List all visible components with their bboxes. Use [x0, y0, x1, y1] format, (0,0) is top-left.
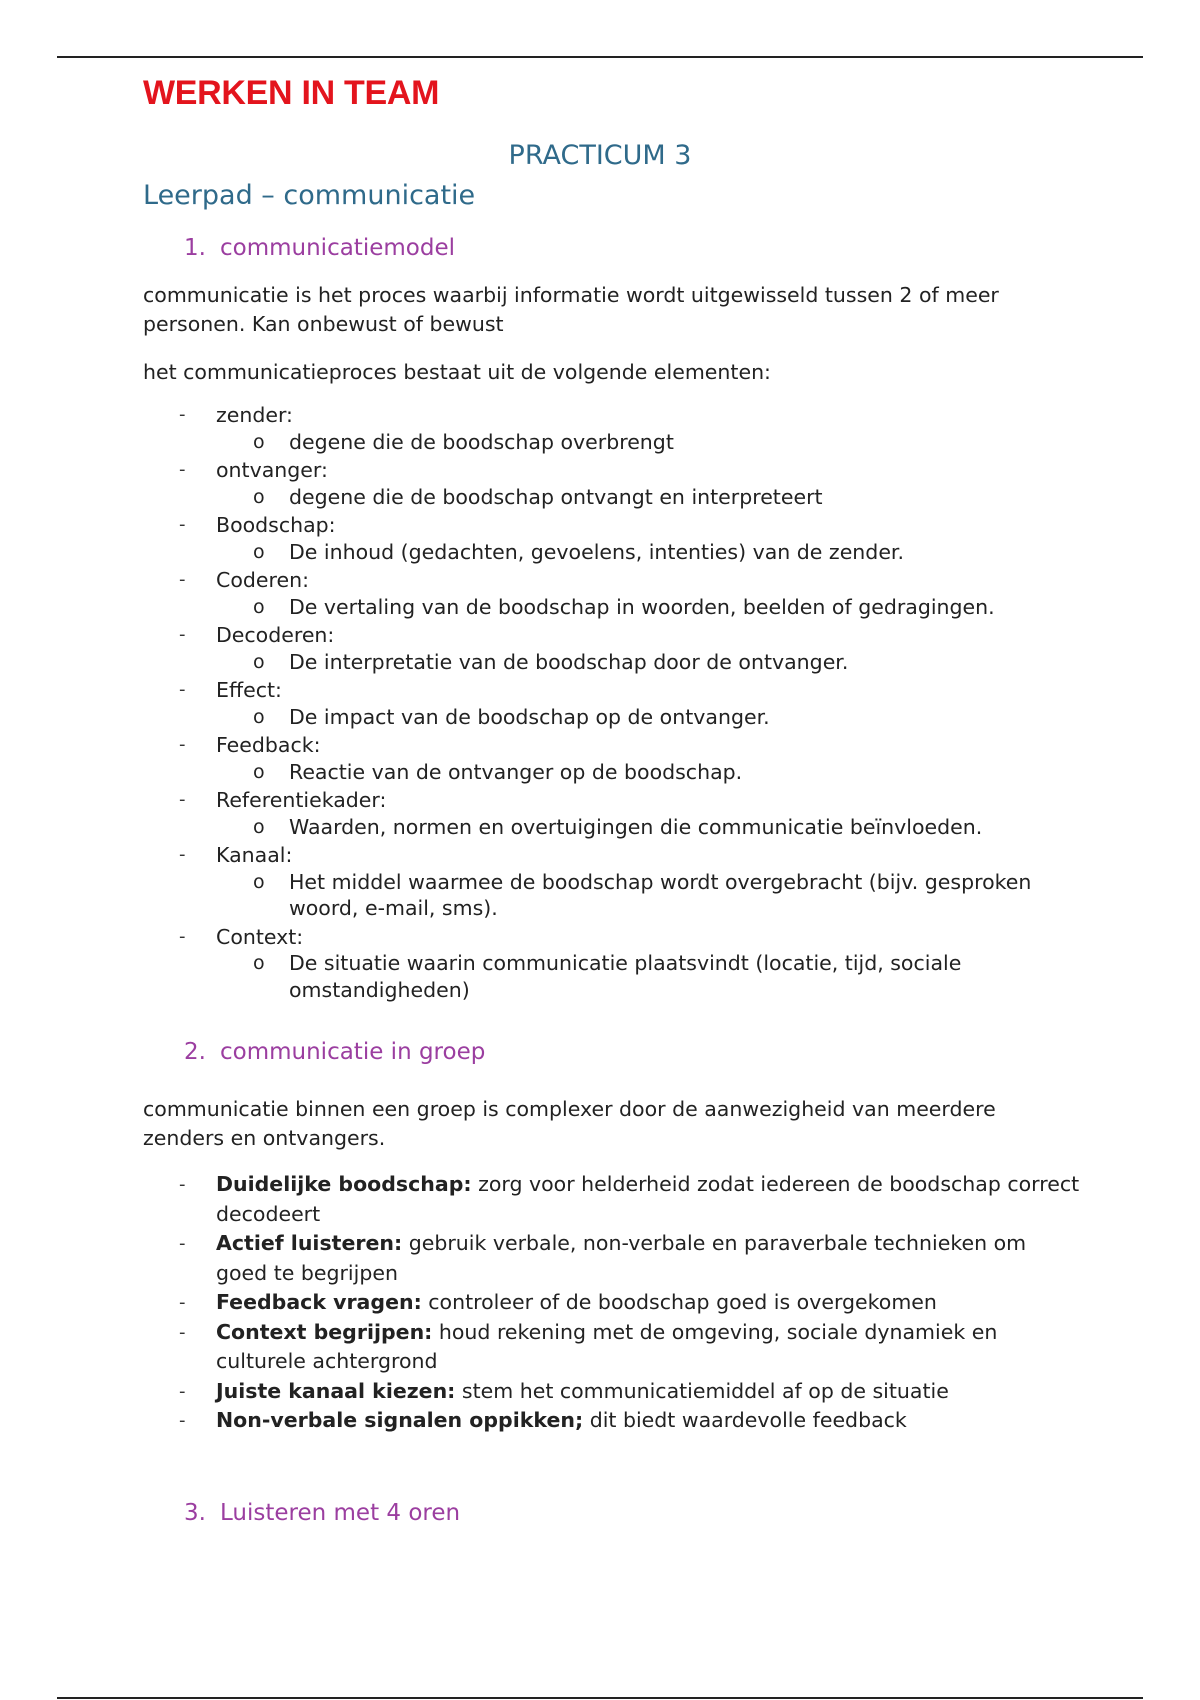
- element-description: [143, 814, 1083, 841]
- document-subtitle: PRACTICUM 3: [508, 140, 692, 171]
- dash-bullet: -: [179, 789, 186, 810]
- section-number: 2.: [184, 1039, 206, 1065]
- element-term: ontvanger:: [216, 458, 328, 482]
- element-term: Coderen:: [216, 568, 309, 592]
- circle-bullet: o: [253, 485, 265, 508]
- tip-term: Juiste kanaal kiezen:: [216, 1378, 456, 1403]
- list-item: [143, 457, 1083, 510]
- element-description-text: Het middel waarmee de boodschap wordt overgebracht (bijv. gesproken woord, e-mail, sms).: [289, 869, 1032, 920]
- element-description: [143, 869, 1083, 922]
- document-title: WERKEN IN TEAM: [143, 74, 440, 112]
- element-description-text: De impact van de boodschap op de ontvanger.: [289, 704, 770, 729]
- dash-bullet: -: [179, 1321, 186, 1343]
- dash-bullet: -: [179, 925, 186, 947]
- element-term: Effect:: [216, 678, 282, 702]
- tip-text: [216, 1377, 1083, 1407]
- element-description: [143, 759, 1083, 786]
- footer-rule: [57, 1697, 1143, 1699]
- list-item: [143, 622, 1083, 675]
- list-item: [143, 1288, 1083, 1318]
- element-description: [143, 704, 1083, 731]
- section-heading-communicatie-in-groep: [184, 1039, 485, 1065]
- section-number: 3.: [184, 1500, 206, 1526]
- circle-bullet: o: [253, 870, 265, 893]
- tip-term: Actief luisteren:: [216, 1231, 403, 1255]
- tip-text: [216, 1170, 1083, 1229]
- circle-bullet: o: [253, 705, 265, 728]
- tip-text: [216, 1318, 1083, 1377]
- element-term: Decoderen:: [216, 623, 335, 647]
- circle-bullet: o: [253, 540, 265, 563]
- section-number: 1.: [184, 235, 206, 261]
- dash-bullet: -: [179, 679, 186, 700]
- list-item: [143, 1406, 1083, 1436]
- list-item: [143, 567, 1083, 620]
- dash-bullet: -: [179, 569, 186, 590]
- section2-intro: communicatie binnen een groep is complexer door de aanwezigheid van meerdere zenders en ontvangers.: [143, 1097, 996, 1150]
- element-description: [143, 594, 1083, 621]
- tip-term: Duidelijke boodschap:: [216, 1172, 472, 1196]
- list-item: [143, 677, 1083, 730]
- list-item: [143, 1377, 1083, 1407]
- dash-bullet: -: [179, 1174, 186, 1195]
- list-item: [143, 1170, 1083, 1229]
- element-description-text: Waarden, normen en overtuigingen die communicatie beïnvloeden.: [289, 814, 983, 839]
- group-communication-list: [143, 1170, 1083, 1436]
- list-item: [143, 1318, 1083, 1377]
- tip-description: stem het communicatiemiddel af op de situatie: [455, 1378, 949, 1403]
- section-title: communicatie in groep: [220, 1039, 486, 1065]
- dash-bullet: -: [179, 459, 186, 480]
- tip-text: [216, 1406, 1083, 1436]
- dash-bullet: -: [179, 624, 186, 645]
- element-term: Boodschap:: [216, 513, 336, 537]
- learning-path-heading: Leerpad – communicatie: [143, 180, 476, 211]
- dash-bullet: -: [179, 1292, 186, 1313]
- header-rule: [57, 56, 1143, 58]
- section1-lead: het communicatieproces bestaat uit de volgende elementen:: [143, 360, 771, 384]
- element-description: [143, 539, 1083, 566]
- tip-text: [216, 1229, 1083, 1288]
- list-item: [143, 787, 1083, 840]
- tip-term: Context begrijpen:: [216, 1319, 433, 1344]
- element-description: [143, 484, 1083, 511]
- element-term: Context:: [216, 924, 304, 949]
- element-description-text: De inhoud (gedachten, gevoelens, intenties) van de zender.: [289, 539, 904, 564]
- circle-bullet: o: [253, 650, 265, 673]
- list-item: [143, 512, 1083, 565]
- element-description: [143, 649, 1083, 676]
- section1-intro: communicatie is het proces waarbij informatie wordt uitgewisseld tussen 2 of meer personen. Kan onbewust of bewust: [143, 283, 999, 336]
- tip-term: Non-verbale signalen oppikken;: [216, 1408, 584, 1432]
- tip-description: gebruik verbale, non-verbale en paraverbale technieken om goed te begrijpen: [216, 1231, 1027, 1285]
- element-description-text: De interpretatie van de boodschap door de ontvanger.: [289, 649, 849, 674]
- element-description-text: De vertaling van de boodschap in woorden, beelden of gedragingen.: [289, 594, 995, 619]
- list-item: [143, 732, 1083, 785]
- dash-bullet: -: [179, 1233, 186, 1254]
- element-term: Referentiekader:: [216, 788, 387, 812]
- dash-bullet: -: [179, 514, 186, 535]
- list-item: [143, 1229, 1083, 1288]
- list-item: [143, 402, 1083, 455]
- list-item: [143, 842, 1083, 922]
- section-title: Luisteren met 4 oren: [220, 1500, 461, 1526]
- dash-bullet: -: [179, 734, 186, 755]
- element-description: [143, 950, 1083, 1003]
- element-description: [143, 429, 1083, 456]
- element-term: Feedback:: [216, 733, 321, 757]
- dash-bullet: -: [179, 1380, 186, 1402]
- communication-elements-list: [143, 402, 1083, 1005]
- circle-bullet: o: [253, 815, 265, 838]
- tip-description: houd rekening met de omgeving, sociale dynamiek en culturele achtergrond: [216, 1319, 998, 1373]
- section-heading-luisteren-met-4-oren: [184, 1500, 460, 1526]
- circle-bullet: o: [253, 430, 265, 453]
- element-description-text: De situatie waarin communicatie plaatsvindt (locatie, tijd, sociale omstandigheden): [289, 951, 962, 1002]
- tip-description: controleer of de boodschap goed is overgekomen: [421, 1290, 937, 1314]
- section-heading-communicatiemodel: [184, 235, 455, 261]
- dash-bullet: -: [179, 1410, 186, 1431]
- list-item: [143, 924, 1083, 1004]
- tip-description: zorg voor helderheid zodat iedereen de boodschap correct decodeert: [216, 1172, 1080, 1226]
- element-term: zender:: [216, 403, 293, 427]
- tip-description: dit biedt waardevolle feedback: [583, 1408, 907, 1432]
- tip-term: Feedback vragen:: [216, 1290, 422, 1314]
- element-term: Kanaal:: [216, 843, 293, 867]
- tip-text: [216, 1288, 1083, 1318]
- dash-bullet: -: [179, 404, 186, 425]
- circle-bullet: o: [253, 595, 265, 618]
- dash-bullet: -: [179, 844, 186, 865]
- element-description-text: Reactie van de ontvanger op de boodschap.: [289, 759, 743, 784]
- circle-bullet: o: [253, 952, 265, 974]
- element-description-text: degene die de boodschap overbrengt: [289, 429, 674, 454]
- circle-bullet: o: [253, 760, 265, 783]
- section-title: communicatiemodel: [220, 235, 455, 261]
- element-description-text: degene die de boodschap ontvangt en interpreteert: [289, 484, 823, 509]
